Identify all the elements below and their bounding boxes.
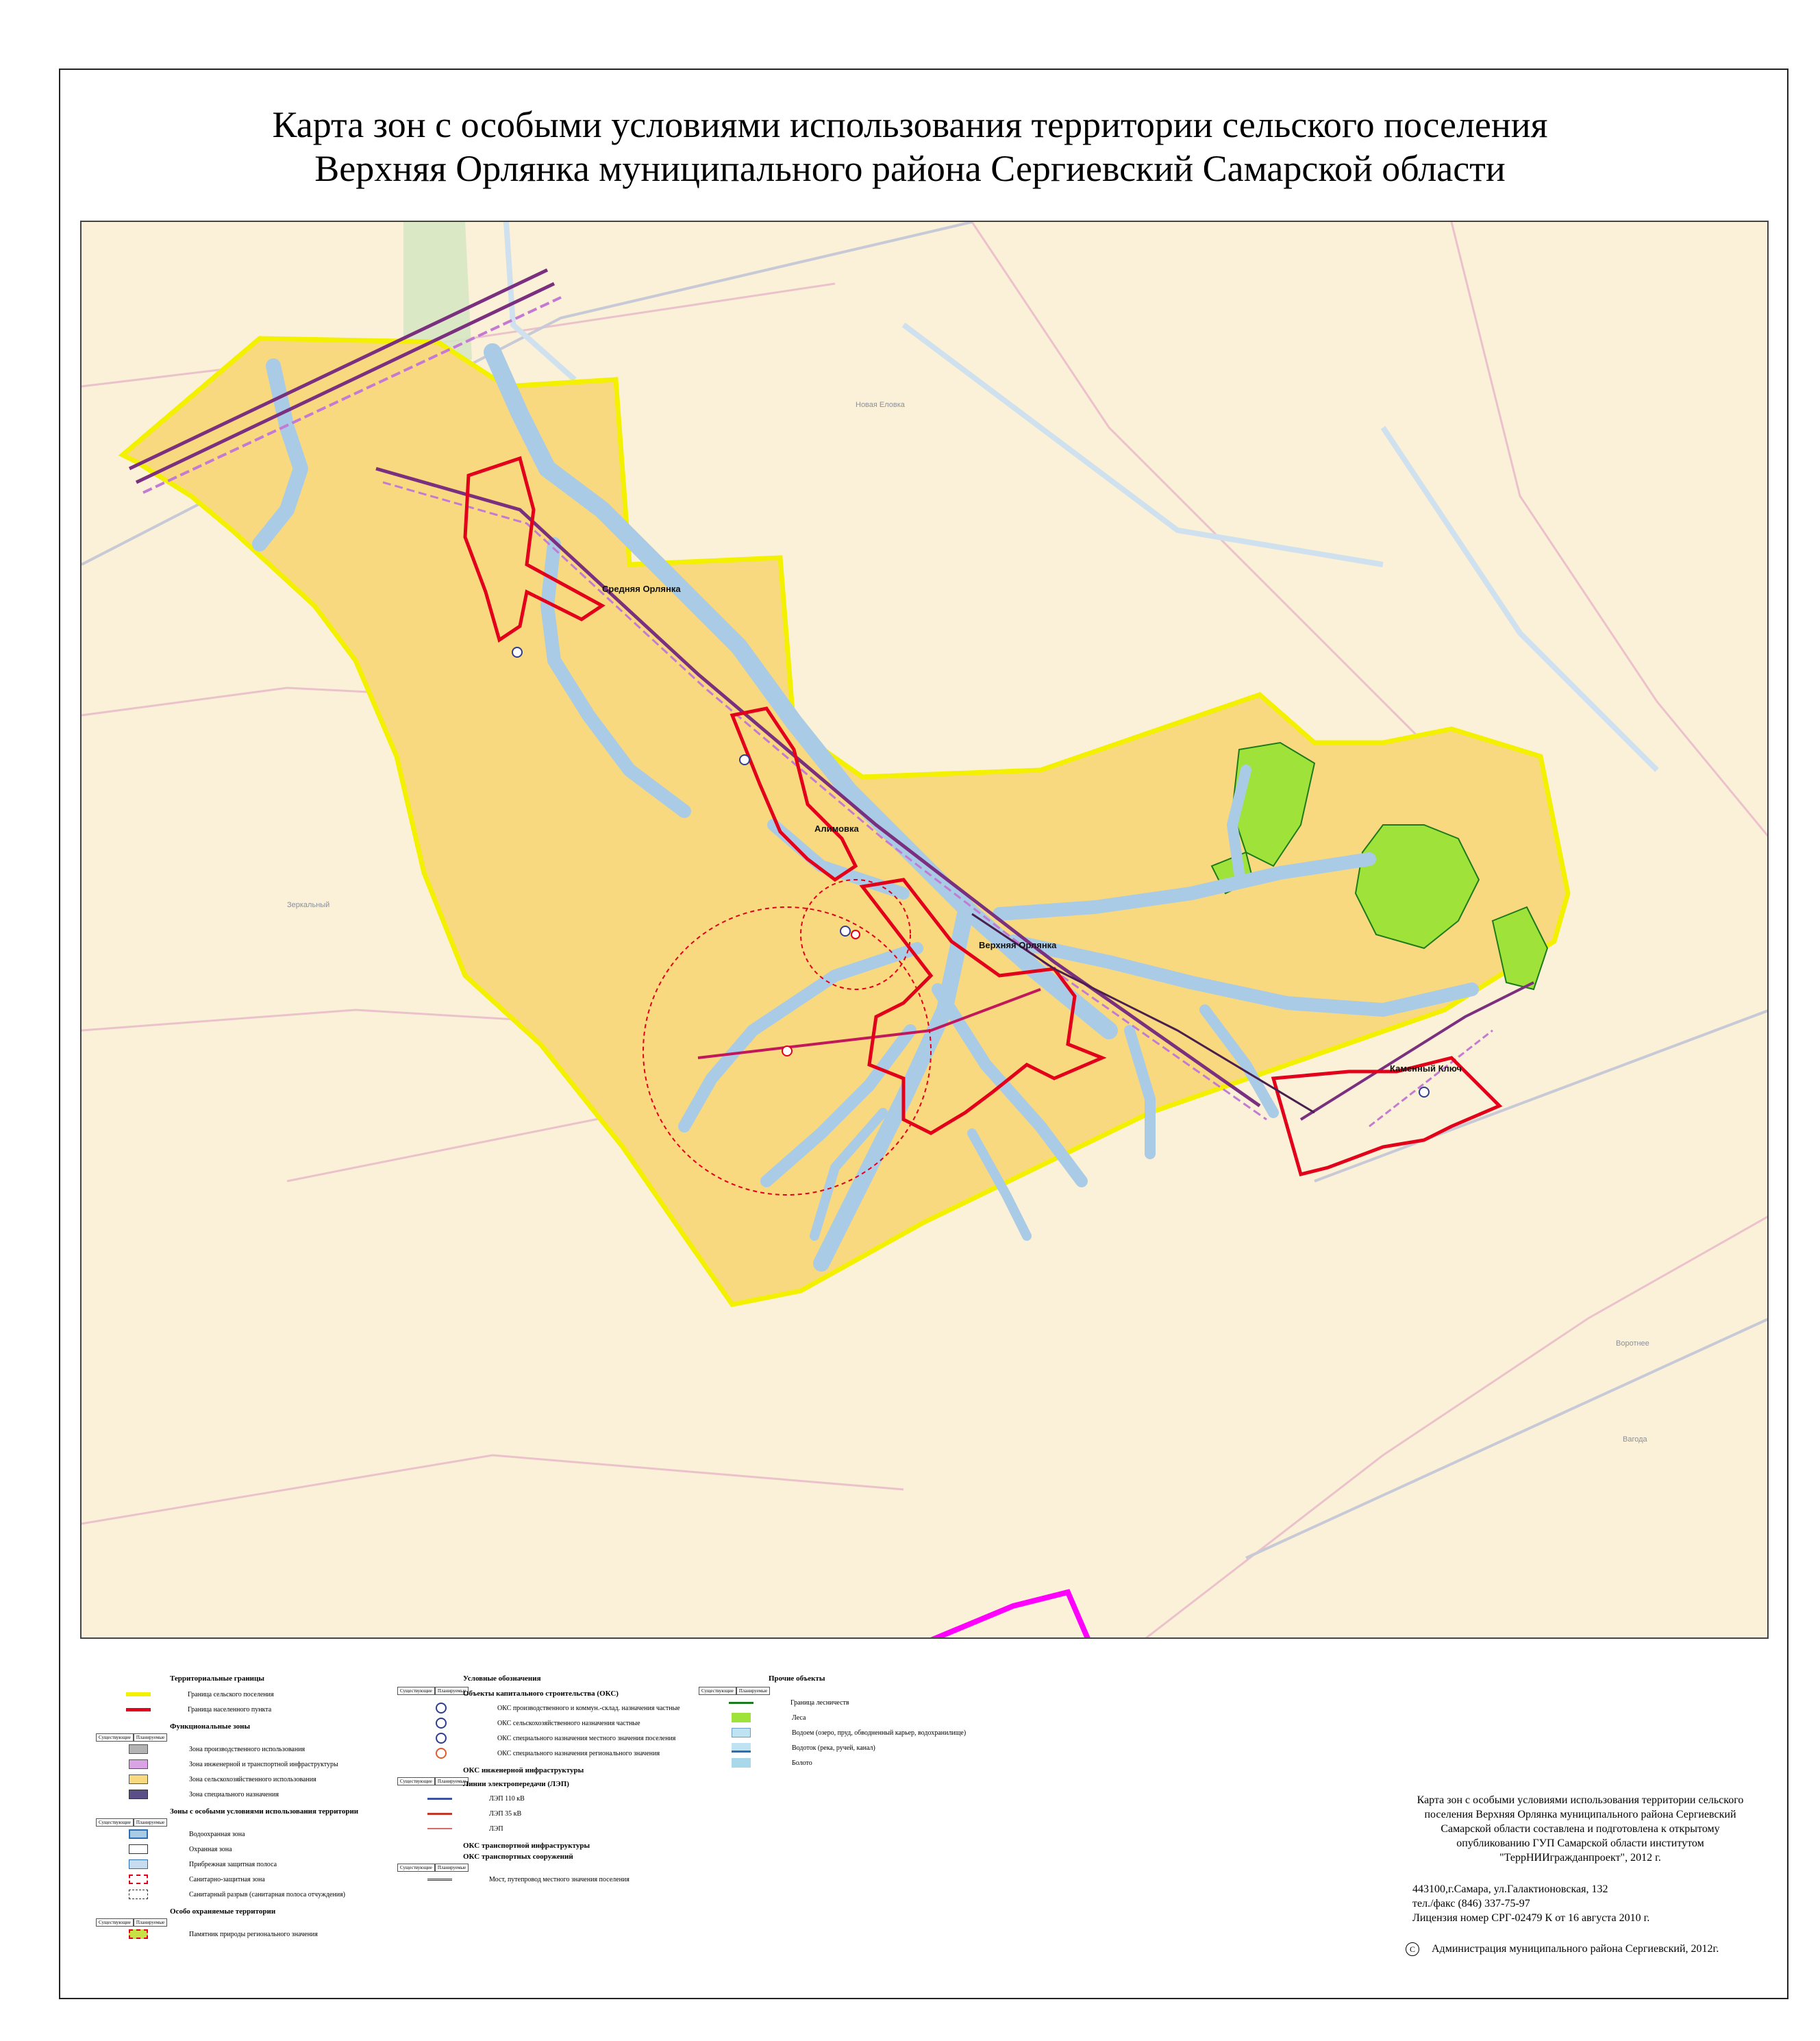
legend-heading: Условные обозначения	[463, 1674, 541, 1683]
legend-swatch-water-protection	[129, 1829, 148, 1839]
legend-swatch-security-zone	[129, 1844, 148, 1854]
legend-special-zones-title: Зоны с особыми условиями использования территории	[170, 1807, 359, 1816]
legend-header-planned: Планируемые	[435, 1687, 469, 1695]
legend-label: Охранная зона	[189, 1845, 232, 1853]
legend-header-planned: Планируемые	[134, 1918, 167, 1927]
legend-label: Водоток (река, ручей, канал)	[792, 1744, 875, 1752]
legend-label: ОКС сельскохозяйственного назначения частные	[497, 1719, 640, 1727]
legend-label: ЛЭП	[489, 1824, 503, 1833]
legend-label: Мост, путепровод местного значения поселения	[489, 1875, 629, 1883]
legend-label: Водоем (озеро, пруд, обводненный карьер, водохранилище)	[792, 1729, 967, 1737]
bridge-icon	[427, 1879, 452, 1881]
legend-label: Леса	[792, 1714, 806, 1722]
legend-transport-title: ОКС транспортной инфраструктуры	[463, 1842, 590, 1850]
legend-label: ЛЭП 110 кВ	[489, 1794, 525, 1803]
copyright-line	[1406, 1942, 1719, 1956]
legend-label: Зона производственного использования	[189, 1745, 306, 1753]
label-vorotnee: Воротнее	[1616, 1339, 1649, 1348]
legend-label: Водоохранная зона	[189, 1830, 245, 1838]
legend-header-existing: Существующие	[397, 1777, 435, 1785]
legend-swatch-settlement-border	[126, 1692, 151, 1696]
legend-row-forestry-border	[699, 1695, 1055, 1710]
legend-swatch-forests	[732, 1713, 751, 1722]
label-zerkalnyi: Зеркальный	[287, 901, 330, 909]
legend-row-power-35	[397, 1806, 753, 1821]
legend-swatch-coastal-strip	[129, 1859, 148, 1869]
legend-label: ЛЭП 35 кВ	[489, 1809, 522, 1818]
legend-label: Граница населенного пункта	[188, 1705, 272, 1714]
legend-header-existing: Существующие	[96, 1818, 134, 1827]
legend-label: Санитарно-защитная зона	[189, 1875, 265, 1883]
legend-header-planned: Планируемые	[134, 1733, 167, 1742]
label-novaya-elovka: Новая Еловка	[856, 401, 905, 409]
contact-block	[1412, 1882, 1741, 1925]
legend-column-3	[699, 1672, 1055, 1770]
legend-functional-zones-title: Функциональные зоны	[170, 1722, 251, 1731]
external-region-boundary	[931, 1592, 1088, 1639]
legend-transport-subtitle: ОКС транспортных сооружений	[463, 1853, 573, 1861]
map-drawing	[82, 222, 1769, 1639]
legend-header-planned: Планируемые	[435, 1777, 469, 1785]
legend-swatch-power-110	[427, 1798, 452, 1800]
label-srednyaya-orlyanka: Средняя Орлянка	[602, 584, 681, 594]
legend-swatch-production-zone	[129, 1744, 148, 1754]
license-number: Лицензия номер СРГ-02479 К от 16 августа 2010 г.	[1412, 1912, 1650, 1924]
contact-phone: тел./факс (846) 337-75-97	[1412, 1898, 1530, 1909]
legend-other-title: Прочие объекты	[769, 1674, 825, 1683]
label-vagoda: Вагода	[1623, 1435, 1647, 1444]
legend-power-lines-subtitle: Линии электропередачи (ЛЭП)	[463, 1780, 569, 1788]
legend-table-header	[699, 1687, 1055, 1695]
legend-territorial-borders-title: Территориальные границы	[170, 1674, 264, 1683]
publication-note: Карта зон с особыми условиями использования территории сельского поселения Верхняя Орлянка муниципального района Сергиевский Самарской области составлена и подготовлена к открытому опубликованию ГУП Самарской области институтом "ТеррНИИгражданпроект", 2012 г.	[1417, 1794, 1744, 1864]
legend-swatch-water-body	[732, 1728, 751, 1737]
legend-label: ОКС производственного и коммун.-склад. назначения частные	[497, 1704, 680, 1712]
legend-swatch-agricultural-zone	[129, 1774, 148, 1784]
copyright-icon: C	[1406, 1942, 1419, 1956]
legend-row-nature-monument	[96, 1927, 452, 1942]
legend-row-power-line	[397, 1821, 753, 1836]
map-title	[0, 103, 1820, 190]
legend-label: Граница сельского поселения	[188, 1690, 274, 1698]
label-alimovka: Алимовка	[814, 824, 859, 834]
legend-table-header	[96, 1918, 452, 1927]
legend-engineering-title: ОКС инженерной инфраструктуры	[463, 1766, 584, 1774]
legend-row-water-body	[699, 1725, 1055, 1740]
legend-table-header	[397, 1864, 753, 1872]
legend-oks-title: Объекты капитального строительства (ОКС)	[463, 1690, 619, 1698]
legend-header-existing: Существующие	[96, 1918, 134, 1927]
label-kamenny-klyuch: Каменный Ключ	[1390, 1063, 1462, 1074]
legend-label: ОКС специального назначения регионального значения	[497, 1749, 660, 1757]
legend-protected-areas-title: Особо охраняемые территории	[170, 1907, 276, 1916]
legend-row-forests	[699, 1710, 1055, 1725]
legend-label: Граница лесничеств	[790, 1698, 849, 1707]
legend-swatch-infrastructure-zone	[129, 1759, 148, 1769]
legend-header-planned: Планируемые	[435, 1864, 469, 1872]
legend-swatch-special-zone	[129, 1790, 148, 1799]
legend-swatch-power-35	[427, 1813, 452, 1815]
label-verkhnyaya-orlyanka: Верхняя Орлянка	[979, 940, 1057, 950]
legend-header-existing: Существующие	[397, 1687, 435, 1695]
legend-label: Памятник природы регионального значения	[189, 1930, 318, 1938]
legend-label: Зона сельскохозяйственного использования	[189, 1775, 316, 1783]
legend-label: Прибрежная защитная полоса	[189, 1860, 277, 1868]
legend-row-sanitary-gap	[96, 1887, 452, 1902]
legend-swatch-nature-monument	[129, 1929, 148, 1939]
map-title-line-1: Карта зон с особыми условиями использования территории сельского поселения	[272, 104, 1548, 145]
map-canvas[interactable]	[80, 221, 1769, 1639]
map-title-line-2: Верхняя Орлянка муниципального района Сергиевский Самарской области	[314, 148, 1506, 189]
legend-header-planned: Планируемые	[134, 1818, 167, 1827]
legend-swatch-watercourse	[732, 1743, 751, 1753]
legend-row-power-110	[397, 1791, 753, 1806]
legend-header-existing: Существующие	[96, 1733, 134, 1742]
cemetery-icon	[436, 1733, 447, 1744]
legend-swatch-sanitary-zone	[129, 1875, 148, 1884]
legend-row-swamp	[699, 1755, 1055, 1770]
legend-row-watercourse	[699, 1740, 1055, 1755]
legend-label: Зона специального назначения	[189, 1790, 279, 1798]
legend-header-planned: Планируемые	[736, 1687, 770, 1695]
legend-label: ОКС специального назначения местного значения поселения	[497, 1734, 676, 1742]
factory-icon	[436, 1703, 447, 1714]
legend-swatch-forestry-border	[729, 1702, 753, 1704]
copyright-text: Администрация муниципального района Сергиевский, 2012г.	[1432, 1943, 1719, 1955]
legend-label: Санитарный разрыв (санитарная полоса отчуждения)	[189, 1890, 346, 1898]
legend-header-existing: Существующие	[397, 1864, 435, 1872]
legend-row-bridge	[397, 1872, 753, 1887]
legend-swatch-locality-border	[126, 1708, 151, 1711]
contact-address: 443100,г.Самара, ул.Галактионовская, 132	[1412, 1883, 1608, 1895]
landfill-icon	[436, 1748, 447, 1759]
farm-icon	[436, 1718, 447, 1729]
legend-swatch-sanitary-gap	[129, 1890, 148, 1899]
legend-label: Зона инженерной и транспортной инфраструктуры	[189, 1760, 338, 1768]
legend-swatch-swamp	[732, 1758, 751, 1768]
legend-header-existing: Существующие	[699, 1687, 736, 1695]
legend-label: Болото	[792, 1759, 812, 1767]
legend-swatch-power-line	[427, 1828, 452, 1829]
